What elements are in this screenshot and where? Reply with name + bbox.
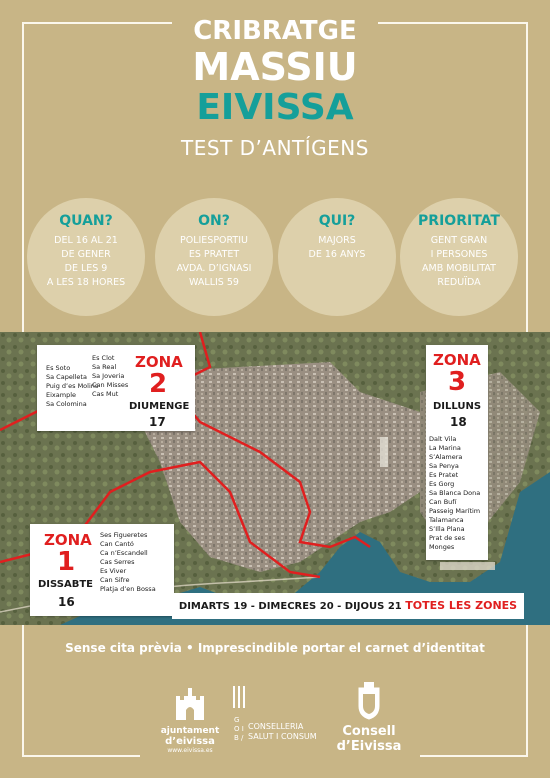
info-text: GENT GRAN I PERSONES AMB MOBILITAT REDUÏDA <box>422 235 496 288</box>
goib-line-2: SALUT I CONSUM <box>248 732 317 741</box>
goib-vertical-text: G O I B / <box>234 716 244 742</box>
info-text: POLIESPORTIU ES PRATET AVDA. D’IGNASI WALLIS 59 <box>176 235 252 288</box>
title-line-1: CRIBRATGE <box>193 16 357 46</box>
info-circle-where <box>155 198 273 316</box>
info-heading: ON? <box>198 213 230 229</box>
info-heading: PRIORITAT <box>418 213 500 229</box>
consell-line-2: d’Eivissa <box>336 739 402 754</box>
banner-all-zones: TOTES LES ZONES <box>405 599 518 612</box>
zone-2-label: ZONA <box>135 353 183 371</box>
coat-of-arms-icon <box>353 682 385 720</box>
zone-1-label: ZONA <box>44 531 92 549</box>
goib-line-1: CONSELLERIA <box>248 722 304 731</box>
zone-2-card <box>37 345 195 431</box>
consell-line-1: Consell <box>342 724 396 739</box>
title-block <box>0 18 550 158</box>
consell-logo <box>328 682 410 766</box>
all-zones-banner <box>172 593 524 619</box>
info-circle-priority <box>400 198 518 316</box>
zone-3-number: 3 <box>448 367 467 397</box>
info-heading: QUI? <box>318 213 356 229</box>
ajuntament-logo <box>152 682 228 766</box>
title-line-2: MASSIU <box>192 45 358 89</box>
zone-2-number: 2 <box>149 369 168 399</box>
footer-notice: Sense cita prèvia • Imprescindible portar el carnet d’identitat <box>65 641 485 655</box>
zone-2-areas-col1: Es Soto Sa Capelleta Puig d’es Molins Eixample Sa Colomina <box>46 364 99 408</box>
zone-3-card <box>426 345 488 560</box>
zone-3-areas: Dalt Vila La Marina S’Alamera Sa Penya Es Pratet Es Gorg Sa Blanca Dona Can Bufí Passeig Marítim Talamanca S’Illa Plana Prat de ses Monges <box>429 435 481 551</box>
info-text: DEL 16 AL 21 DE GENER DE LES 9 A LES 18 HORES <box>46 235 126 288</box>
zone-3-label: ZONA <box>433 351 481 369</box>
zone-1-areas: Ses Figueretes Can Cantó Ca n’Escandell Cas Serres Es Viver Can Sifre Platja d’en Bossa <box>100 531 156 593</box>
info-text: MAJORS DE 16 ANYS <box>308 235 366 260</box>
subtitle: TEST D’ANTÍGENS <box>181 136 369 160</box>
info-circle-when <box>27 198 145 316</box>
ajuntament-url: www.eivissa.es <box>167 747 213 754</box>
title-line-3: EIVISSA <box>196 87 354 128</box>
zone-3-date: 18 <box>450 415 467 429</box>
ajuntament-name-1: ajuntament <box>160 726 220 736</box>
zone-1-day: DISSABTE <box>38 579 93 590</box>
info-circle-who <box>278 198 396 316</box>
goib-stripes-icon <box>232 686 246 708</box>
banner-days: DIMARTS 19 - DIMECRES 20 - DIJOUS 21 <box>178 601 402 612</box>
zone-3-day: DILLUNS <box>433 401 482 412</box>
ajuntament-name-2: d’eivissa <box>165 736 215 747</box>
zone-2-date: 17 <box>149 415 166 429</box>
zone-2-areas-col2: Es Clot Sa Real Sa Joveria Can Misses Cas Mut <box>92 354 129 398</box>
info-heading: QUAN? <box>59 213 113 229</box>
castle-icon <box>170 682 210 722</box>
zone-1-card <box>30 524 174 616</box>
zone-1-number: 1 <box>57 547 76 577</box>
zone-2-day: DIUMENGE <box>129 401 190 412</box>
zone-1-date: 16 <box>58 595 75 609</box>
